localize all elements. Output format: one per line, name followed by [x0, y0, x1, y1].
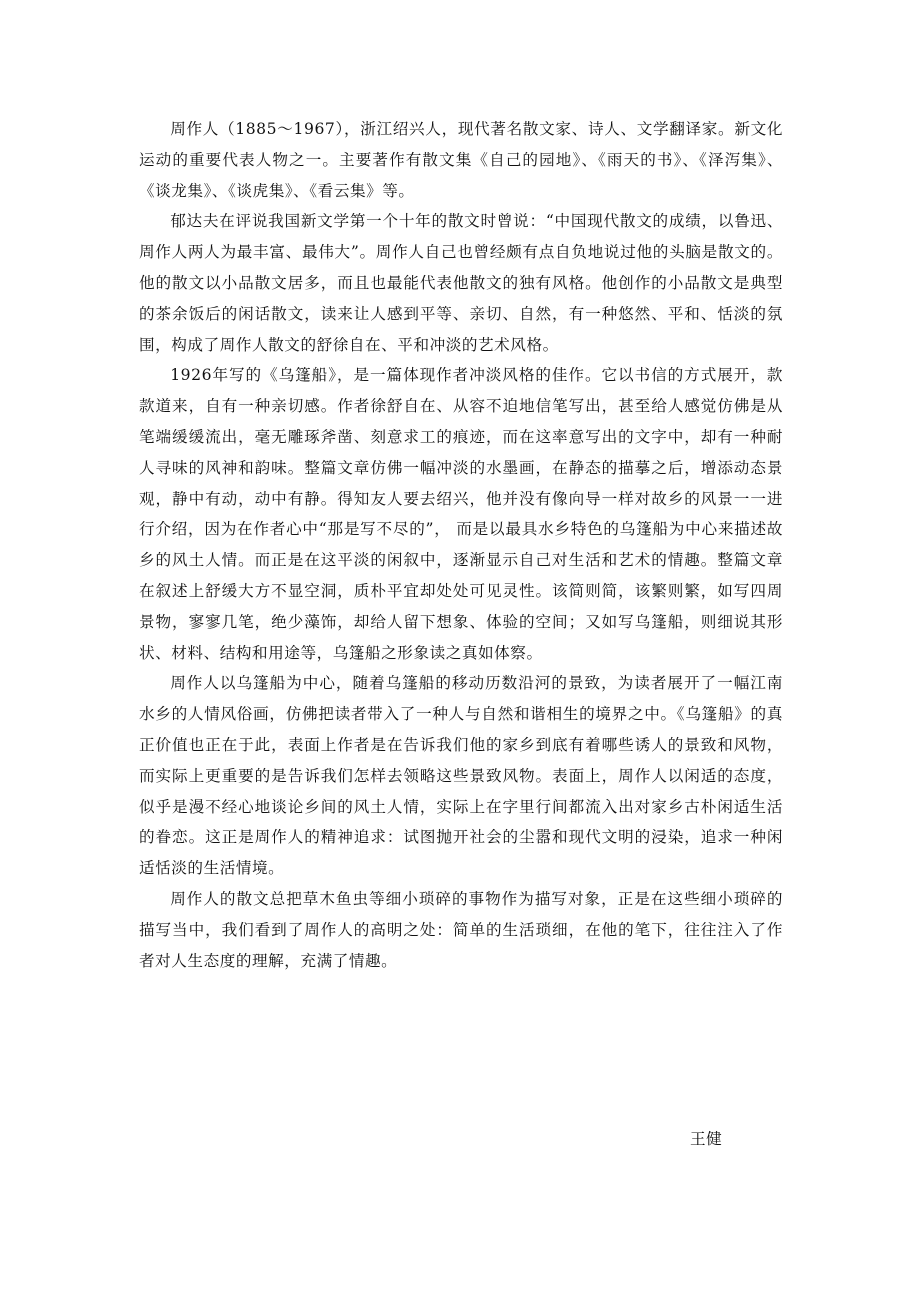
paragraph-conclusion: 周作人的散文总把草木鱼虫等细小琐碎的事物作为描写对象，正是在这些细小琐碎的描写当中，我们看到了周作人的高明之处：简单的生活琐细，在他的笔下，往往注入了作者对人生态度的理解，充满了情趣。: [139, 889, 783, 970]
paragraph-wupengchuan: 1926年写的《乌篷船》，是一篇体现作者冲淡风格的佳作。它以书信的方式展开，款款道来，自有一种亲切感。作者徐舒自在、从容不迫地信笔写出，甚至给人感觉仿佛是从笔端缓缓流出，毫无雕琢斧凿、刻意求工的痕迹，而在这率意写出的文字中，却有一种耐人寻味的风神和韵味。整篇文章仿佛一幅冲淡的水墨画，在静态的描摹之后，增添动态景观，静中有动，动中有静。得知友人要去绍兴，他并没有像向导一样对故乡的风景一一进行介绍，因为在作者心中“那是写不尽的”， 而是以最具水乡特色的乌篷船为中心来描述故乡的风土人情。而正是在这平淡的闲叙中，逐渐显示自己对生活和艺术的情趣。整篇文章在叙述上舒缓大方不显空洞，质朴平宜却处处可见灵性。该简则简，该繁则繁，如写四周景物，寥寥几笔，绝少藻饰，却给人留下想象、体验的空间；又如写乌篷船，则细说其形状、材料、结构和用途等，乌篷船之形象读之真如体察。: [139, 366, 783, 662]
article-body: [139, 114, 783, 976]
paragraph-style: 郁达夫在评说我国新文学第一个十年的散文时曾说：“中国现代散文的成绩，以鲁迅、周作人两人为最丰富、最伟大”。周作人自己也曾经颇有点自负地说过他的头脑是散文的。他的散文以小品散文居多，而且也最能代表他散文的独有风格。他创作的小品散文是典型的茶余饭后的闲话散文，读来让人感到平等、亲切、自然，有一种悠然、平和、恬淡的氛围，构成了周作人散文的舒徐自在、平和冲淡的艺术风格。: [139, 212, 783, 354]
paragraph-intro: 周作人（1885～1967），浙江绍兴人，现代著名散文家、诗人、文学翻译家。新文化运动的重要代表人物之一。主要著作有散文集《自己的园地》、《雨天的书》、《泽泻集》、《谈龙集》、《谈虎集》、《看云集》等。: [139, 120, 783, 200]
paragraph-value: 周作人以乌篷船为中心，随着乌篷船的移动历数沿河的景致，为读者展开了一幅江南水乡的人情风俗画，仿佛把读者带入了一种人与自然和谐相生的境界之中。《乌篷船》的真正价值也正在于此，表面上作者是在告诉我们他的家乡到底有着哪些诱人的景致和风物，而实际上更重要的是告诉我们怎样去领略这些景致风物。表面上，周作人以闲适的态度，似乎是漫不经心地谈论乡间的风土人情，实际上在字里行间都流入出对家乡古朴闲适生活的眷恋。这正是周作人的精神追求：试图抛开社会的尘嚣和现代文明的浸染，追求一种闲适恬淡的生活情境。: [139, 674, 783, 878]
author-signature: 王健: [690, 1130, 723, 1148]
